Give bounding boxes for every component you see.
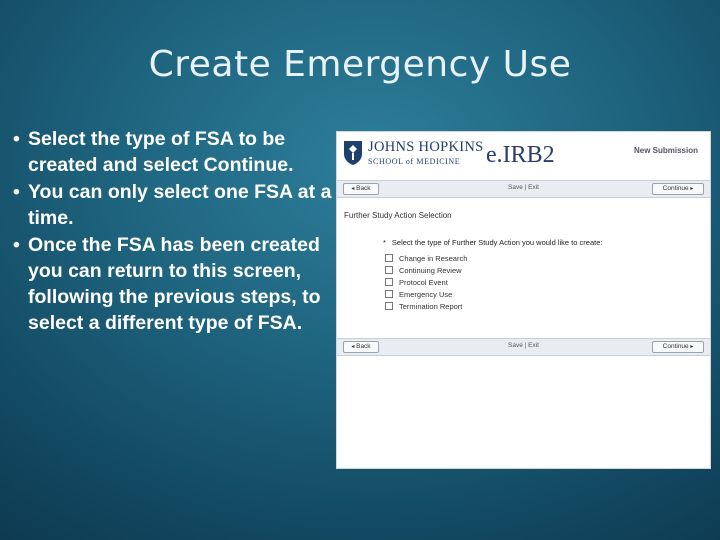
forward-arrow-icon: ▸ [688, 344, 694, 350]
bullet-list [10, 126, 340, 337]
selection-question [383, 238, 710, 247]
eirb-screenshot [336, 131, 711, 469]
required-marker: * [383, 238, 386, 247]
bullet-dot: • [13, 234, 20, 256]
top-nav-bar [337, 180, 710, 198]
fsa-options [385, 252, 710, 312]
checkbox[interactable] [385, 266, 393, 274]
johns-hopkins-logo [343, 140, 484, 166]
logo-name: JOHNS HOPKINS [368, 139, 484, 156]
bullet-item [10, 126, 340, 178]
bullet-item [10, 232, 340, 336]
section-title: Further Study Action Selection [344, 211, 452, 220]
app-header [337, 132, 710, 180]
bullet-text: Select the type of FSA to be created and select Continue. [28, 128, 294, 176]
bullet-item [10, 179, 340, 231]
fsa-option[interactable]: Emergency Use [385, 288, 710, 300]
save-exit-link[interactable]: Save | Exit [508, 184, 539, 191]
fsa-option[interactable]: Protocol Event [385, 276, 710, 288]
fsa-option[interactable]: Termination Report [385, 300, 710, 312]
bullet-text: You can only select one FSA at a time. [28, 181, 332, 229]
fsa-option[interactable]: Continuing Review [385, 264, 710, 276]
save-exit-link[interactable]: Save | Exit [508, 342, 539, 349]
app-name: e.IRB2 [486, 142, 555, 168]
checkbox[interactable] [385, 278, 393, 286]
slide-title: Create Emergency Use [148, 44, 572, 85]
bullet-dot: • [13, 181, 20, 203]
fsa-option[interactable]: Change in Research [385, 252, 710, 264]
checkbox[interactable] [385, 290, 393, 298]
checkbox[interactable] [385, 302, 393, 310]
bottom-nav-bar [337, 338, 710, 356]
shield-icon [343, 140, 363, 166]
continue-button[interactable]: Continue ▸ [652, 183, 704, 195]
back-button[interactable]: ◂ Back [343, 183, 379, 195]
back-arrow-icon: ◂ [351, 186, 357, 192]
continue-button[interactable]: Continue ▸ [652, 341, 704, 353]
logo-school: SCHOOL of MEDICINE [368, 156, 461, 166]
bullet-dot: • [13, 128, 20, 150]
page-label: New Submission [633, 146, 698, 155]
back-button[interactable]: ◂ Back [343, 341, 379, 353]
forward-arrow-icon: ▸ [688, 186, 694, 192]
back-arrow-icon: ◂ [351, 344, 357, 350]
question-text: Select the type of Further Study Action you would like to create: [391, 238, 603, 247]
checkbox[interactable] [385, 254, 393, 262]
bullet-text: Once the FSA has been created you can return to this screen, following the previous steps, to select a different type of FSA. [28, 234, 321, 334]
